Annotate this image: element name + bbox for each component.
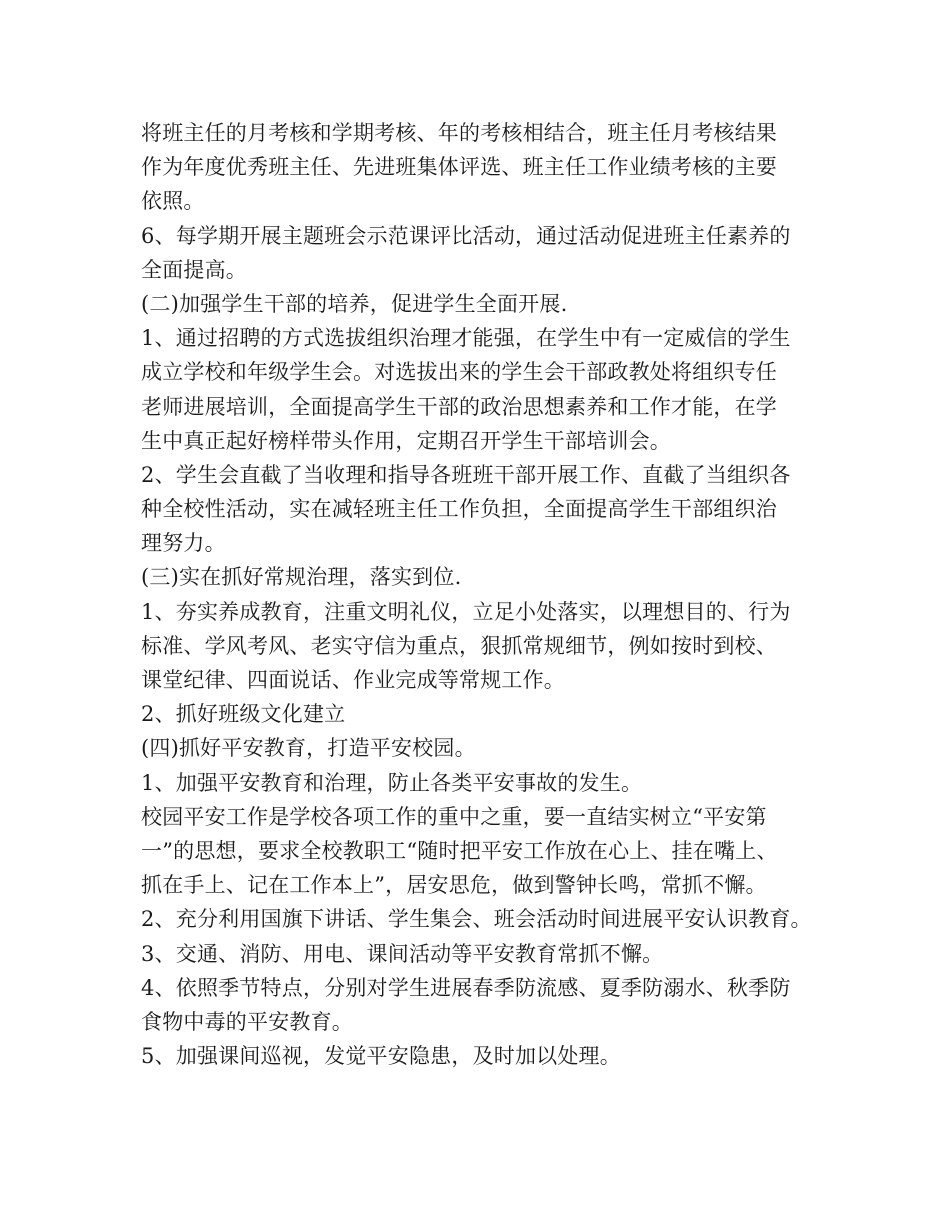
text-line: 1、加强平安教育和治理，防止各类平安事故的发生。 — [141, 770, 643, 795]
text-line: 抓在手上、记在工作本上”，居安思危，做到警钟长鸣，常抓不懈。 — [141, 873, 767, 898]
text-line: 成立学校和年级学生会。对选拔出来的学生会干部政教处将组织专任 — [141, 360, 777, 385]
text-line: 4、依照季节特点，分别对学生进展春季防流感、夏季防溺水、秋季防 — [141, 975, 791, 1000]
text-line: 2、学生会直截了当收理和指导各班班干部开展工作、直截了当组织各 — [141, 462, 791, 487]
text-line: 一”的思想，要求全校教职工“随时把平安工作放在心上、挂在嘴上、 — [141, 838, 778, 863]
text-line: 标准、学风考风、老实守信为重点，狠抓常规细节，例如按时到校、 — [141, 633, 777, 658]
text-line: 课堂纪律、四面说话、作业完成等常规工作。 — [141, 668, 565, 692]
text-line: 依照。 — [141, 189, 205, 214]
section-heading: (三)实在抓好常规治理，落实到位. — [141, 565, 462, 590]
text-line: 5、加强课间巡视，发觉平安隐患，及时加以处理。 — [141, 1044, 621, 1069]
text-line: 生中真正起好榜样带头作用，定期召开学生干部培训会。 — [141, 428, 671, 453]
text-line: 1、通过招聘的方式选拔组织治理才能强，在学生中有一定威信的学生 — [141, 326, 791, 351]
section-heading: (二)加强学生干部的培养，促进学生全面开展. — [141, 291, 568, 316]
body-text — [141, 116, 831, 1073]
text-line: 全面提高。 — [141, 257, 247, 282]
text-line: 将班主任的月考核和学期考核、年的考核相结合，班主任月考核结果 — [141, 121, 777, 145]
text-line: 1、夯实养成教育，注重文明礼仪，立足小处落实，以理想目的、行为 — [141, 599, 791, 624]
text-line: 作为年度优秀班主任、先进班集体评选、班主任工作业绩考核的主要 — [141, 155, 777, 180]
text-line: 校园平安工作是学校各项工作的重中之重，要一直结实树立“平安第 — [141, 804, 767, 829]
text-line: 3、交通、消防、用电、课间活动等平安教育常抓不懈。 — [141, 941, 664, 966]
text-line: 6、每学期开展主题班会示范课评比活动，通过活动促进班主任素养的 — [141, 223, 791, 248]
text-line: 老师进展培训，全面提高学生干部的政治思想素养和工作才能，在学 — [141, 394, 777, 419]
section-heading: (四)抓好平安教育，打造平安校园。 — [141, 736, 476, 761]
text-line: 食物中毒的平安教育。 — [141, 1009, 353, 1034]
text-line: 种全校性活动，实在减轻班主任工作负担，全面提高学生干部组织治 — [141, 497, 777, 522]
text-line: 2、抓好班级文化建立 — [141, 702, 346, 727]
text-line: 理努力。 — [141, 531, 226, 556]
text-line: 2、充分利用国旗下讲话、学生集会、班会活动时间进展平安认识教育。 — [141, 907, 812, 932]
